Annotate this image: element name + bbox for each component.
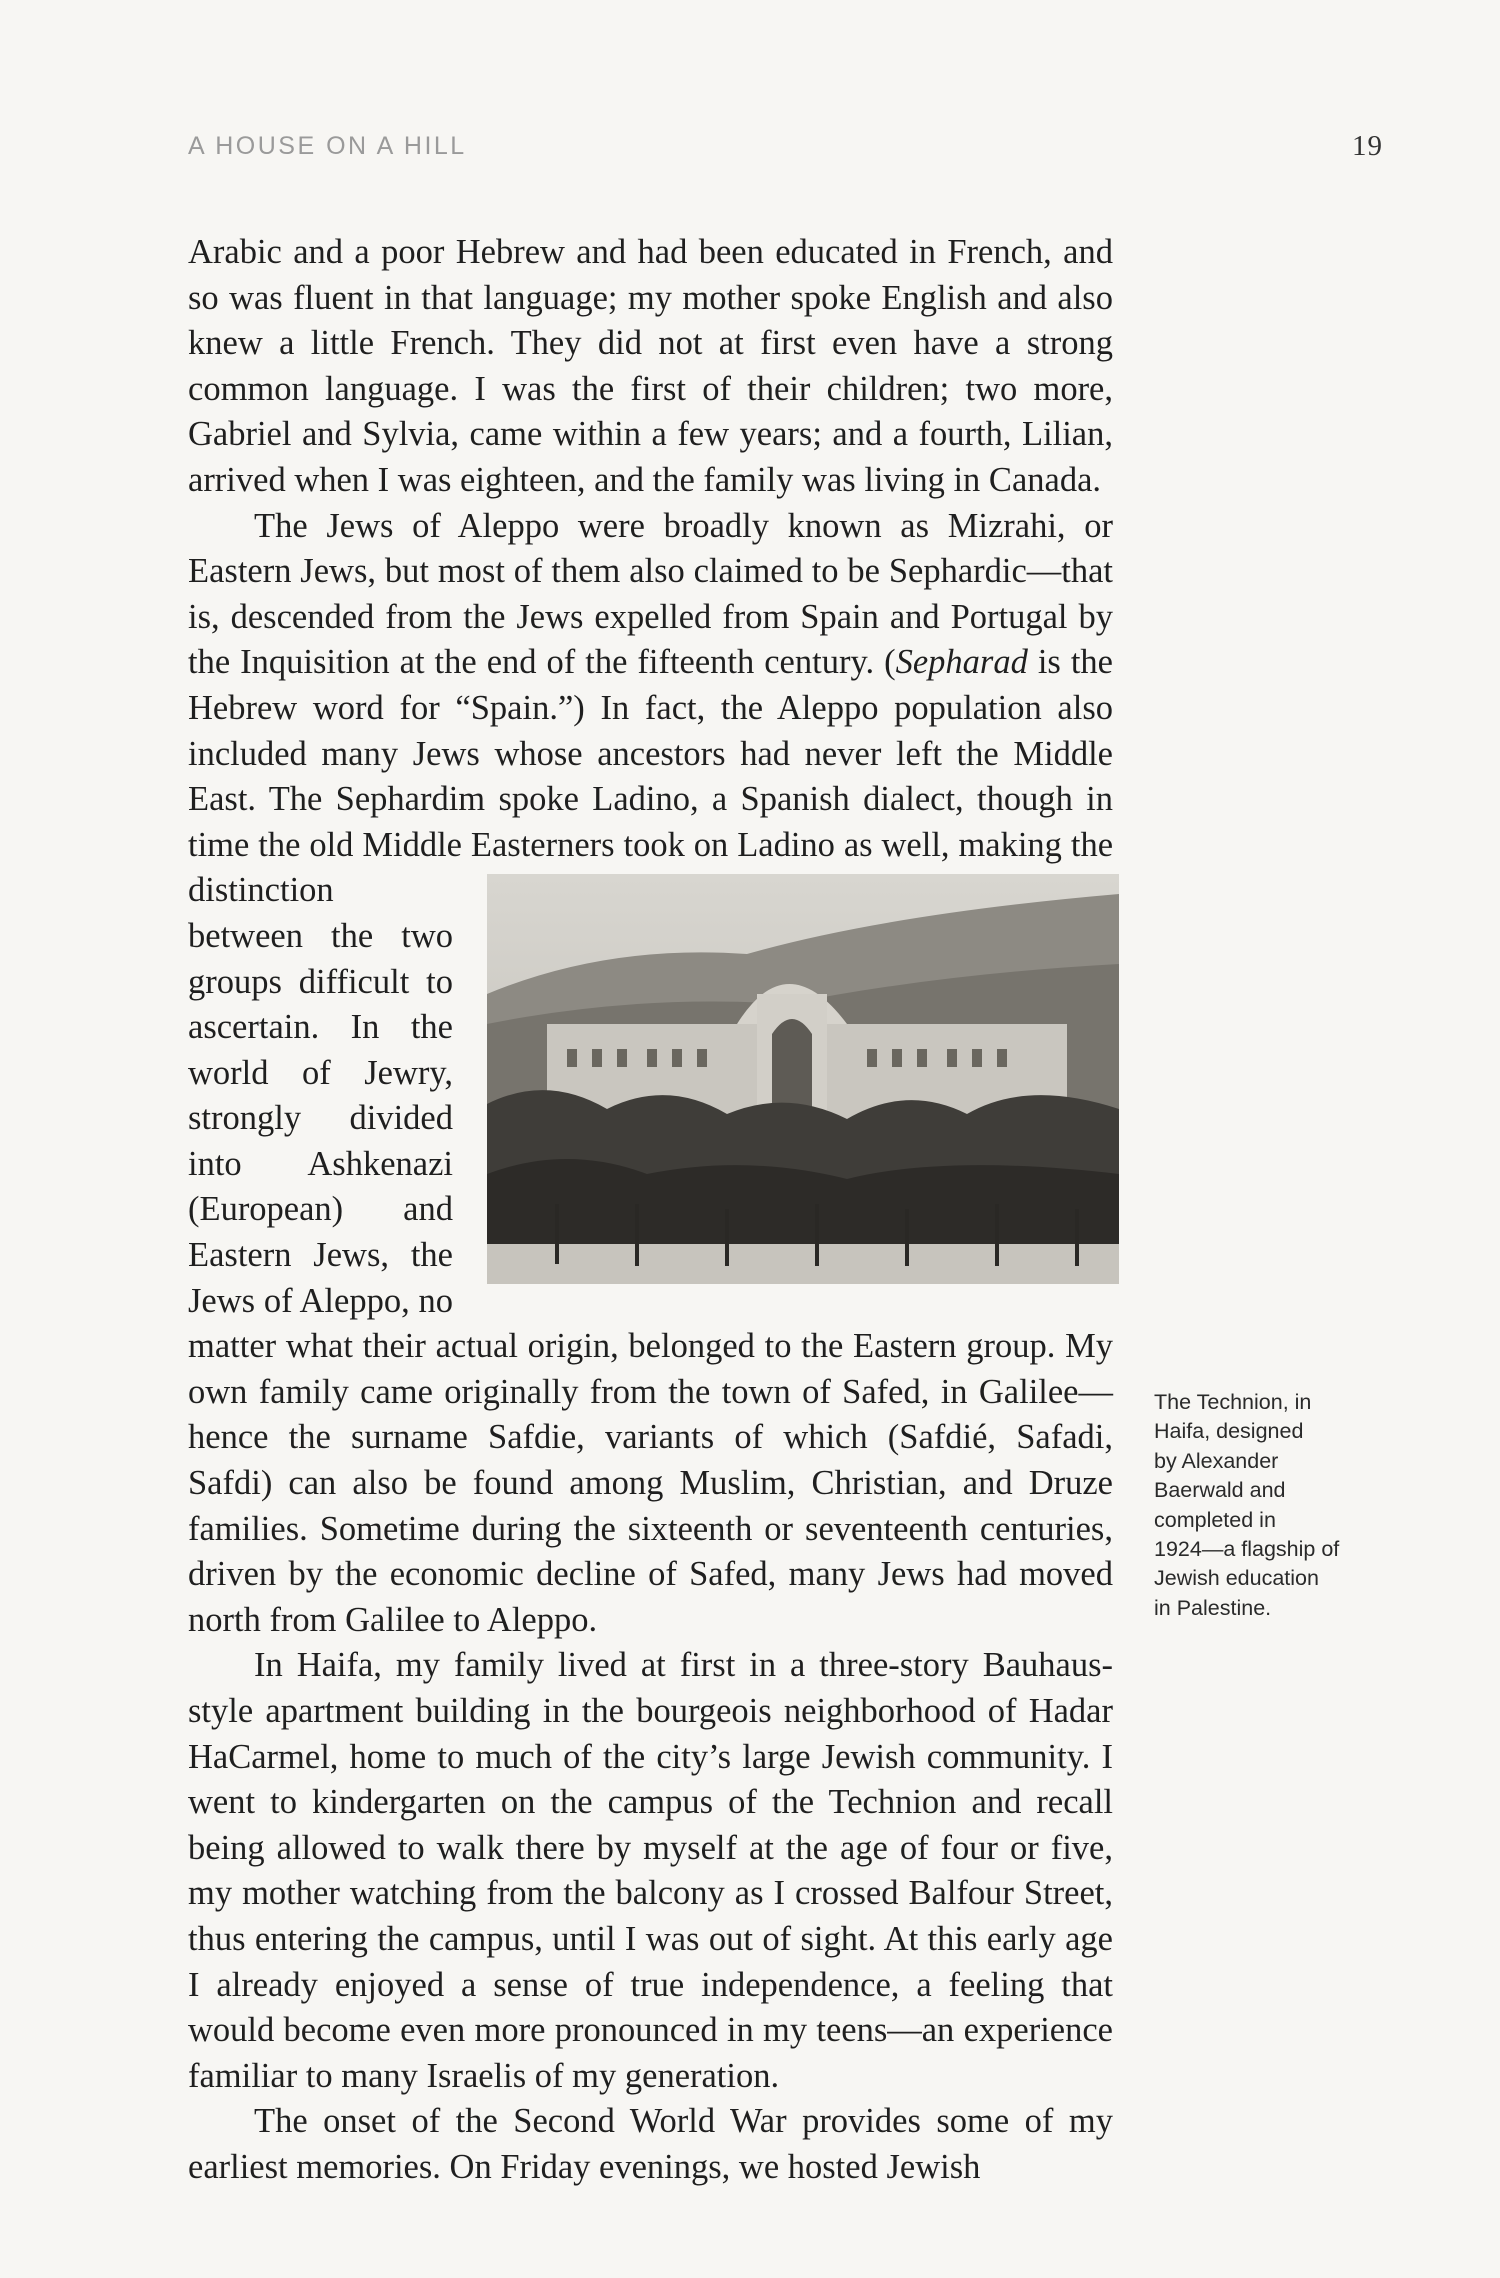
paragraph-3: In Haifa, my family lived at first in a three-story Bauhaus-style apartment building in the bourgeois neighborhood of Hadar HaCarmel, home to much of the city’s large Jewish community. I went to kindergarten on the campus of the Technion and recall being allowed to walk there by myself at the age of four or five, my mother watching from the balcony as I crossed Balfour Street, thus entering the campus, until I was out of sight. At this early age I already enjoyed a sense of true independence, a feeling that would become even more pronounced in my teens—an experience familiar to many Israelis of my generation. [188,1646,1113,2095]
technion-photo [487,874,1119,1284]
caption-line: in Palestine. [1154,1595,1272,1620]
page-number: 19 [1352,130,1383,162]
caption-line: Baerwald and [1154,1478,1286,1503]
caption-line: 1924—a flagship of [1154,1537,1340,1562]
caption-line: Haifa, designed [1154,1419,1304,1444]
caption-line: The Technion, in [1154,1390,1312,1414]
paragraph-1: Arabic and a poor Hebrew and had been educated in French, and so was fluent in that language; my mother spoke English and also knew a little French. They did not at first even have a strong common language. I was the first of their children; two more, Gabriel and Sylvia, came within a few years; and a fourth, Lilian, arrived when I was eighteen, and the family was living in Canada. [188,233,1113,499]
body-text [188,230,1113,2191]
technion-photo-frame [487,874,1119,1284]
caption-line: completed in [1154,1507,1276,1532]
running-title: A HOUSE ON A HILL [188,132,467,160]
paragraph-2-text-b: is the Hebrew word for “Spain.”) In fact, the Aleppo population also included many Jews whose ancestors had never left the Middle East. The Sephardim spoke Ladino, a Spanish dialect, though in time the old Middle Easterners took on Ladino as well, making the distinction between the two groups difficult to ascertain. In the world of Jewry, strongly divided into Ashkenazi (European) and Eastern Jews, the Jews of Aleppo, no matter what their actual origin, belonged to the Eastern group. My own family came originally from the town of Safed, in Galilee—hence the surname Safdie, variants of which (Safdié, Safadi, Safdi) can also be found among Muslim, Christian, and Druze families. Sometime during the sixteenth or seventeenth centuries, driven by the economic decline of Safed, many Jews had moved north from Galilee to Aleppo. [188,643,1113,1638]
paragraph-2-italic-term: Sepharad [895,643,1028,682]
figure-caption [1154,1388,1394,1623]
paragraph-2 [188,504,1113,1644]
caption-line: Jewish education [1154,1566,1319,1591]
caption-line: by Alexander [1154,1448,1279,1473]
paragraph-4: The onset of the Second World War provides some of my earliest memories. On Friday evenings, we hosted Jewish [188,2102,1113,2186]
paragraph-2-text-a: The Jews of Aleppo were broadly known as Mizrahi, or Eastern Jews, but most of them also claimed to be Sephardic—that is, descended from the Jews expelled from Spain and Portugal by the Inquisition at the end of the fifteenth century. ( [188,506,1113,682]
